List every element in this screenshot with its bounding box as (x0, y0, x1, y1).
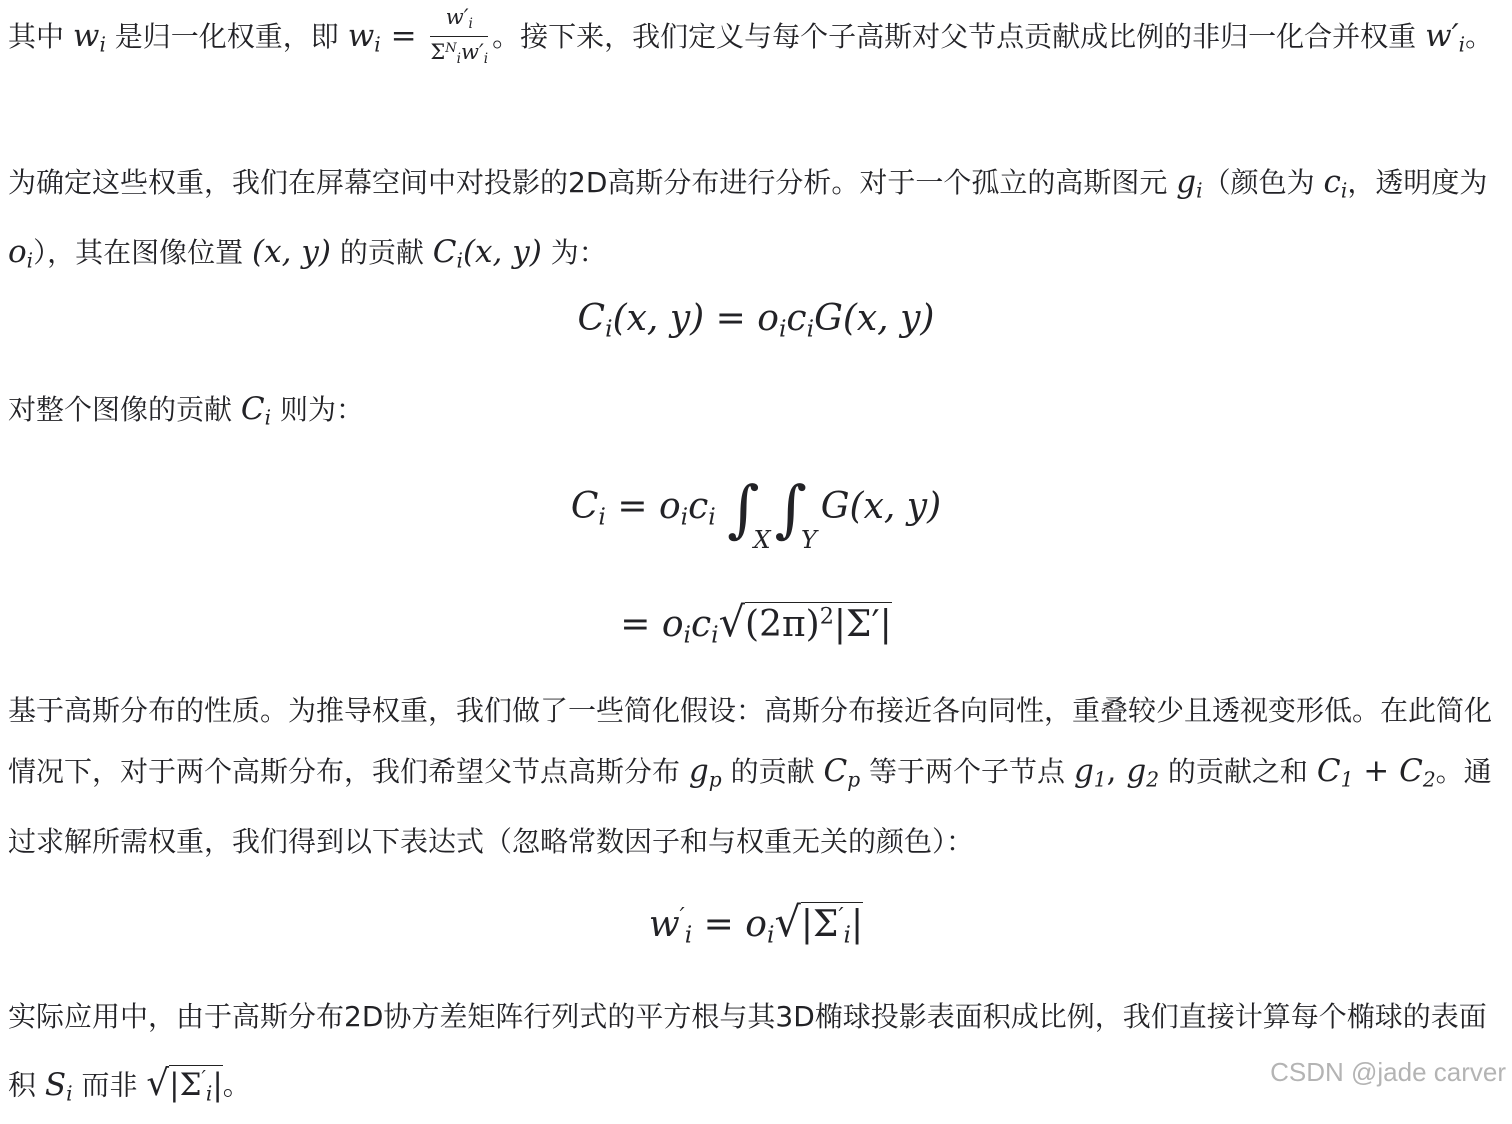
paragraph-total-contribution (8, 379, 1508, 449)
watermark: CSDN @jade carver (1270, 1057, 1506, 1087)
text: 。通过求解所需权重，我们得到以下表达式（忽略常数因子和与权重无关的颜色）： (8, 755, 1492, 858)
math-g1-g2: $g_1$, $g_2$ (1073, 753, 1160, 792)
math-C1-plus-C2: $C_1 + C_2$ (1316, 753, 1436, 792)
math-g-i: $g_i$ (1176, 164, 1203, 203)
math-sqrt-sigma: $√|\Sigma'_i|$ (146, 1062, 223, 1106)
math-g-p: $g_p$ (688, 753, 722, 792)
text: （颜色为 (1202, 166, 1324, 199)
math-C-i-xy: $C_i(x$, y) (432, 233, 542, 273)
text: 。接下来，我们定义与每个子高斯对父节点贡献成比例的非归一化合并权重 (492, 20, 1426, 53)
text: 为： (541, 235, 607, 269)
text: 对整个图像的贡献 (8, 393, 241, 426)
text: 而非 (72, 1068, 147, 1102)
math-S-i: $S_i$ (44, 1066, 73, 1106)
equation-closed-form: = $o_ic_i√(2\pi)^2|\Sigma'|$ (620, 598, 892, 649)
math-C-i: $C_i$ (240, 391, 272, 430)
math-fraction: $\frac{w'_i}{\Sigma^N_iw'_i}$ (430, 5, 489, 67)
text: 实际应用中，由于高斯分布2D协方差矩阵行列式的平方根与其3D椭球投影表面积成比例，我们直接计算每个椭球的表面积 (8, 1000, 1487, 1102)
text: 则为： (271, 393, 364, 426)
equation-pointwise-contribution: $C_i(x$, $y) = o_ic_iG(x$, y) (577, 298, 935, 343)
paragraph-weights-intro (8, 6, 1508, 76)
math-w-i: $w_i$ (72, 18, 106, 57)
math-w-prime-i: $w'_i$ (1425, 18, 1466, 57)
text: ），其在图像位置 (33, 235, 253, 269)
equation-integral: $C_i = o_ic_i$ $\int_X\int_YG(x$, y) (570, 472, 942, 554)
equation-merge-weight: $w'_i = o_i√|\Sigma'_i|$ (648, 898, 864, 949)
math-position: (x, y) (252, 233, 331, 270)
text: 是归一化权重，即 (105, 20, 348, 53)
text: ，透明度为 (1347, 166, 1488, 199)
text: 的贡献 (721, 755, 824, 788)
text: 。 (1465, 20, 1494, 53)
math-w-i-eq: $w_i$ = (347, 18, 427, 57)
math-C-p: $C_p$ (823, 753, 861, 792)
paragraph-contribution (8, 152, 1508, 291)
paragraph-derivation (8, 680, 1508, 872)
math-c-i: $c_i$ (1323, 164, 1348, 203)
text: 其中 (8, 20, 73, 53)
text: 的贡献之和 (1159, 755, 1317, 788)
text: 基于高斯分布的性质。为推导权重，我们做了一些简化假设：高斯分布接近各向同性，重叠较少且透视变形低。在此简化情况下，对于两个高斯分布，我们希望父节点高斯分布 (8, 694, 1493, 788)
paragraph-practical (8, 986, 1508, 1124)
text: 的贡献 (330, 235, 433, 269)
text: 。 (222, 1068, 251, 1102)
text: 等于两个子节点 (860, 755, 1074, 788)
text: 为确定这些权重，我们在屏幕空间中对投影的2D高斯分布进行分析。对于一个孤立的高斯图元 (8, 166, 1177, 199)
math-o-i: $o_i$ (8, 233, 34, 273)
